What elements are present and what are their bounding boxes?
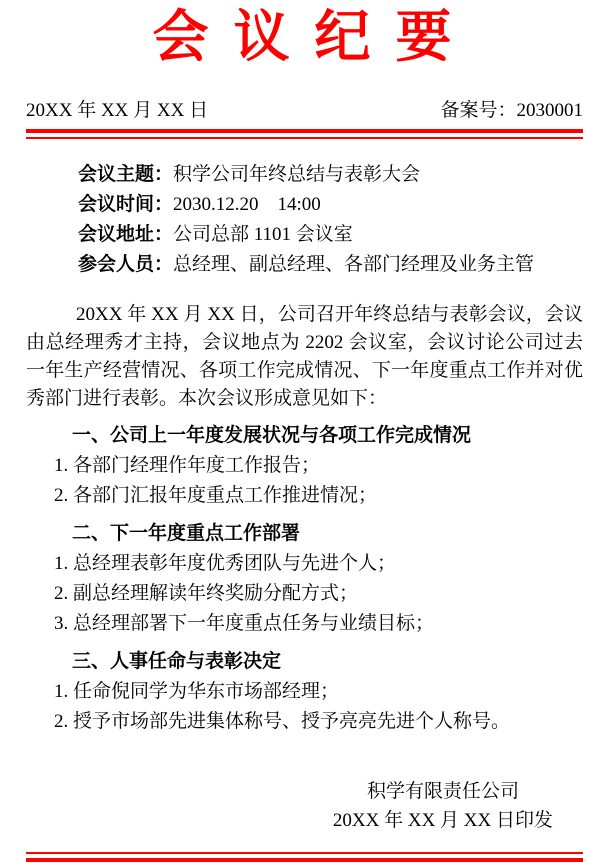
page-title: 会议纪要 bbox=[152, 5, 477, 68]
list-item: 2. 副总经理解读年终奖励分配方式； bbox=[54, 583, 359, 604]
location-value: 公司总部 1101 会议室 bbox=[173, 224, 353, 245]
section-next-year-plan-heading: 二、下一年度重点工作部署 bbox=[72, 523, 301, 544]
attendees-value: 总经理、副总经理、各部门经理及业务主管 bbox=[173, 254, 535, 275]
section-next-year-plan bbox=[26, 519, 583, 639]
section-personnel-awards-heading: 三、人事任命与表彰决定 bbox=[72, 651, 282, 672]
location-label: 会议地址： bbox=[78, 224, 174, 245]
footer-signature-block bbox=[333, 777, 553, 835]
subject-value: 积学公司年终总结与表彰大会 bbox=[173, 164, 421, 185]
list-item: 1. 任命倪同学为华东市场部经理； bbox=[54, 681, 340, 702]
time-value: 2030.12.20 14:00 bbox=[173, 194, 321, 215]
info-row-attendees bbox=[78, 250, 583, 280]
section-annual-review-heading: 一、公司上一年度发展状况与各项工作完成情况 bbox=[72, 425, 472, 446]
bottom-divider-thin-rule bbox=[26, 852, 583, 854]
bottom-divider-thick-rule bbox=[26, 858, 583, 862]
list-item: 3. 总经理部署下一年度重点任务与业绩目标； bbox=[54, 613, 435, 634]
info-row-subject bbox=[78, 160, 583, 190]
bottom-divider bbox=[26, 852, 583, 862]
intro-paragraph: 20XX 年 XX 月 XX 日，公司召开年终总结与表彰会议，会议由总经理秀才主持，会议地点为 2202 会议室，会议讨论公司过去一年生产经营情况、各项工作完成情况、下一年度重点工作并对优秀部门进行表彰。本次会议形成意见如下： bbox=[26, 304, 583, 409]
record-number-label: 备案号： bbox=[440, 100, 517, 121]
record-number-value: 2030001 bbox=[516, 100, 583, 121]
footer-company-name: 积学有限责任公司 bbox=[366, 781, 519, 802]
top-divider bbox=[26, 129, 583, 139]
document-date: 20XX 年 XX 月 XX 日 bbox=[26, 100, 209, 121]
time-label: 会议时间： bbox=[78, 194, 174, 215]
subject-label: 会议主题： bbox=[78, 164, 174, 185]
section-personnel-awards bbox=[26, 647, 583, 737]
footer-issue-date: 20XX 年 XX 月 XX 日印发 bbox=[332, 810, 553, 831]
meeting-info-block bbox=[78, 160, 583, 280]
top-divider-thick-rule bbox=[26, 129, 583, 133]
list-item: 1. 各部门经理作年度工作报告； bbox=[54, 455, 321, 476]
meta-row bbox=[26, 100, 583, 122]
section-annual-review bbox=[26, 421, 583, 511]
record-number bbox=[440, 100, 583, 122]
top-divider-thin-rule bbox=[26, 137, 583, 139]
list-item: 2. 各部门汇报年度重点工作推进情况； bbox=[54, 485, 378, 506]
list-item: 2. 授予市场部先进集体称号、授予亮亮先进个人称号。 bbox=[54, 711, 511, 732]
info-row-time bbox=[78, 190, 583, 220]
info-row-location bbox=[78, 220, 583, 250]
list-item: 1. 总经理表彰年度优秀团队与先进个人； bbox=[54, 553, 397, 574]
attendees-label: 参会人员： bbox=[78, 254, 174, 275]
